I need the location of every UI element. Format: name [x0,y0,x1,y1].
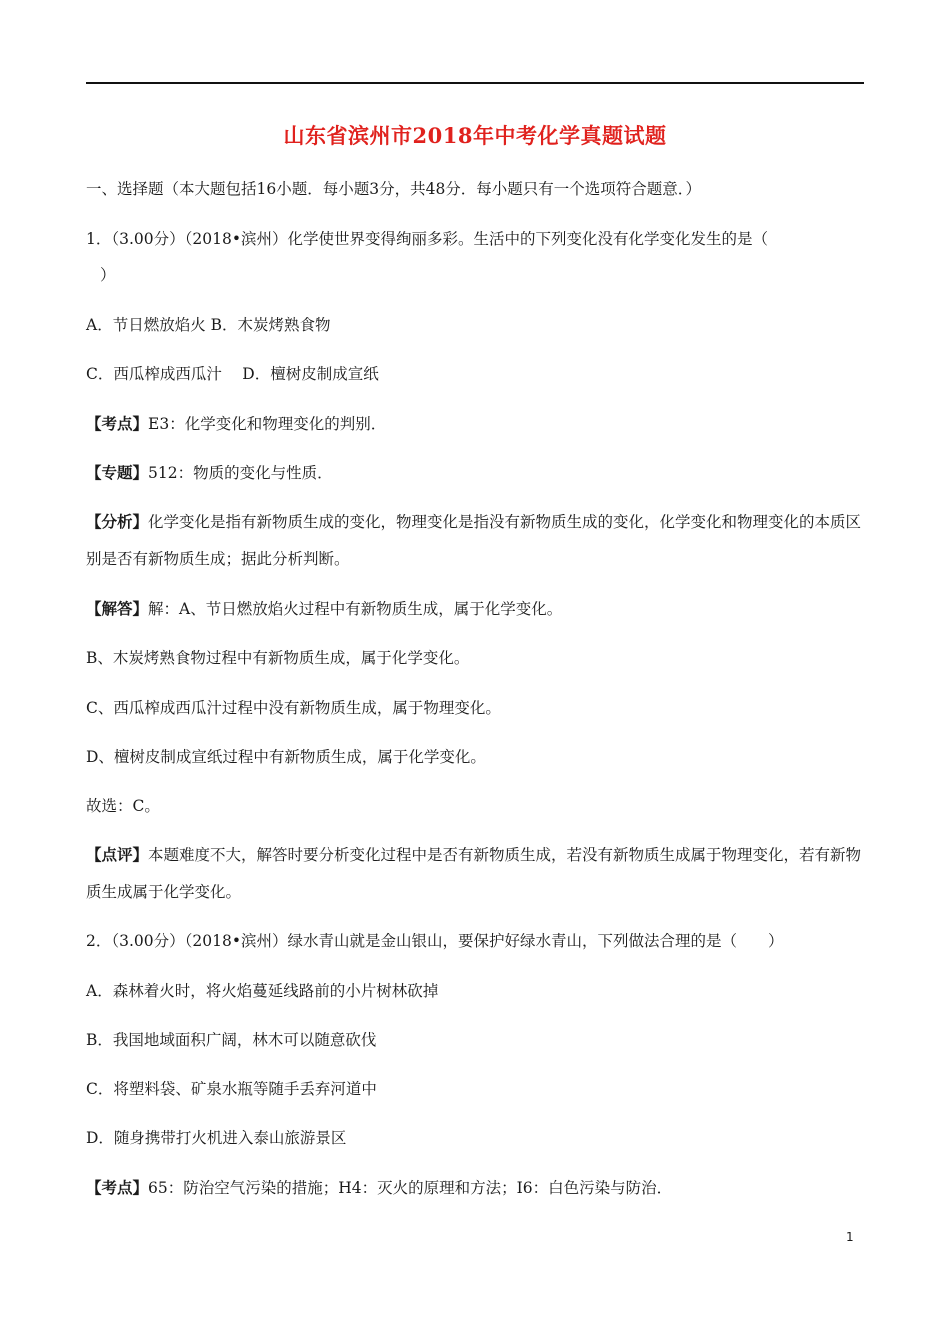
q2-option-a: A．森林着火时，将火焰蔓延线路前的小片树林砍掉 [86,982,439,1000]
q2-option-d: D．随身携带打火机进入泰山旅游景区 [86,1129,347,1147]
jieda-text: 解：A、节日燃放焰火过程中有新物质生成，属于化学变化。 [148,600,563,618]
q1-stem: 1．（3.00分）（2018•滨州）化学使世界变得绚丽多彩。生活中的下列变化没有化学变化发生的是（ [86,230,768,248]
q1-zhuanti [86,462,866,484]
kaodian-label: 【考点】 [86,1178,149,1197]
kaodian-label: 【考点】 [86,414,149,433]
q2-option-c: C．将塑料袋、矿泉水瓶等随手丢弃河道中 [86,1080,377,1098]
q1-options-ab: A．节日燃放焰火 B．木炭烤熟食物 [86,316,331,334]
dianping-label: 【点评】 [86,845,149,864]
kaodian-text: E3：化学变化和物理变化的判别． [148,415,387,433]
q1-options-cd: C．西瓜榨成西瓜汁 D．檀树皮制成宣纸 [86,365,379,383]
section-header: 一、选择题（本大题包括16小题．每小题3分，共48分．每小题只有一个选项符合题意．） [86,180,702,198]
fenxi-text: 化学变化是指有新物质生成的变化，物理变化是指没有新物质生成的变化，化学变化和物理变化的本质区别是否有新物质生成；据此分析判断。 [86,513,862,568]
header-rule [86,82,864,84]
fenxi-label: 【分析】 [86,512,149,531]
q2-kaodian [86,1177,866,1199]
jieda-label: 【解答】 [86,599,149,618]
q1-jieda-b: B、木炭烤熟食物过程中有新物质生成，属于化学变化。 [86,649,470,667]
dianping-text: 本题难度不大，解答时要分析变化过程中是否有新物质生成，若没有新物质生成属于物理变化，若有新物质生成属于化学变化。 [86,846,862,901]
zhuanti-label: 【专题】 [86,463,149,482]
q2-stem: 2．（3.00分）（2018•滨州）绿水青山就是金山银山，要保护好绿水青山，下列做法合理的是（ ） [86,932,784,950]
q1-jieda [86,598,866,620]
q2-option-b: B．我国地域面积广阔，林木可以随意砍伐 [86,1031,377,1049]
q1-stem-cont: ） [100,266,116,284]
zhuanti-text: 512：物质的变化与性质． [148,464,333,482]
kaodian-text: 65：防治空气污染的措施；H4：灭火的原理和方法；I6：白色污染与防治． [148,1179,673,1197]
q1-jieda-c: C、西瓜榨成西瓜汁过程中没有新物质生成，属于物理变化。 [86,699,501,717]
page-title: 山东省滨州市2018年中考化学真题试题 [283,123,667,148]
q1-answer: 故选：C。 [86,797,160,815]
q1-kaodian [86,413,866,435]
q1-dianping [86,836,866,911]
q1-fenxi [86,503,866,578]
q1-jieda-d: D、檀树皮制成宣纸过程中有新物质生成，属于化学变化。 [86,748,486,766]
page-number: 1 [846,1230,854,1244]
